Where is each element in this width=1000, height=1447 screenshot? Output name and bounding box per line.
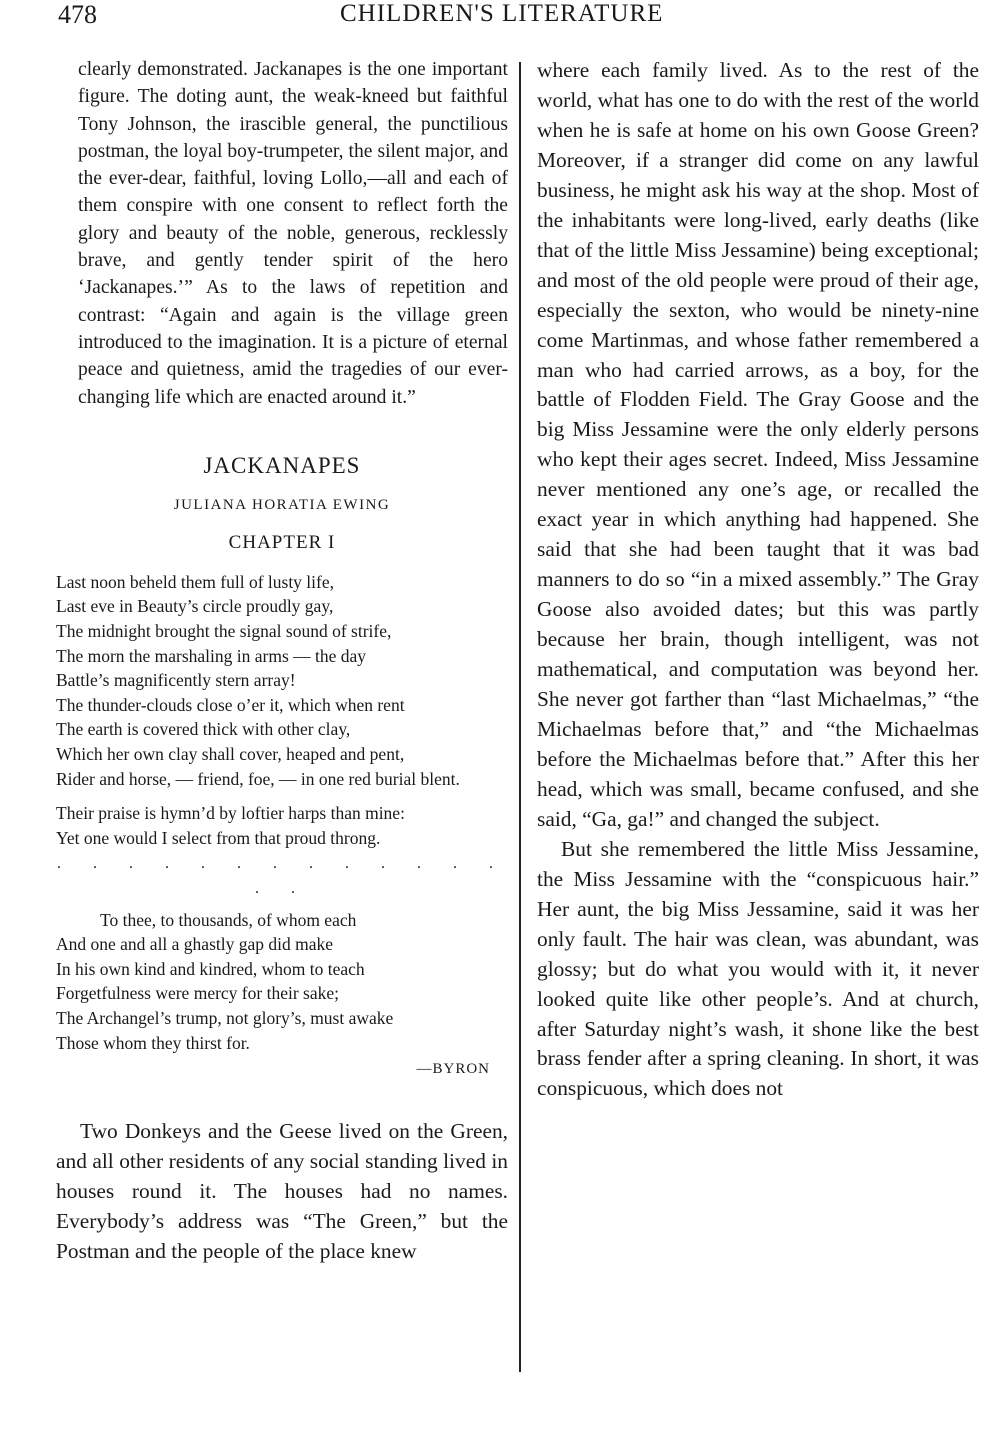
poem-line: And one and all a ghastly gap did make — [56, 934, 334, 955]
poem-line: The Archangel’s trump, not glory’s, must awake — [56, 1007, 394, 1028]
page-number: 478 — [58, 0, 97, 29]
poem-line: Their praise is hymn’d by loftier harps than mine: — [56, 803, 405, 824]
author-name: JULIANA HORATIA EWING — [173, 496, 391, 513]
poem-line: To thee, to thousands, of whom each — [100, 909, 357, 930]
poem-line: Forgetfulness were mercy for their sake; — [56, 983, 339, 1004]
poem-line: The earth is covered thick with other clay, — [56, 719, 351, 740]
poem-line: Last eve in Beauty’s circle proudly gay, — [56, 596, 334, 617]
section-title: JACKANAPES — [203, 452, 361, 478]
epigraph-poem — [56, 570, 508, 1082]
poem-line: The thunder-clouds close o’er it, which when rent — [56, 694, 405, 715]
body-paragraph: Two Donkeys and the Geese lived on the Green, and all other residents of any social standing lived in houses round it. The houses had no names. Everybody’s address was “The Green,” but the Postman and the people of the place knew — [56, 1118, 508, 1263]
right-column — [537, 56, 979, 1104]
body-paragraph: where each family lived. As to the rest of the world, what has one to do with the rest of the world when he is safe at home on his own Goose Green? Moreover, if a stranger did come on any lawful business, he might ask his way at the shop. Most of the inhabitants were long-lived, early deaths (like that of the little Miss Jessamine) being exceptional; and most of the old people were proud of their age, especially the sexton, who would be ninety-nine come Martinmas, and whose father remembered a man who had carried arrows, as a boy, for the battle of Flodden Field. The Gray Goose and the big Miss Jessamine were the only elderly persons who kept their ages secret. Indeed, Miss Jessamine never mentioned any one’s age, or recalled the exact year in which anything had happened. She said that she had been taught that it was bad manners to do so “in a mixed assembly.” The Gray Goose also avoided dates; but this was partly because her brain, though intelligent, was not mathematical, and computation was beyond her. She never got farther than “last Michaelmas,” “the Michaelmas before that,” and “the Michaelmas before the Michaelmas before that.” After this her head, which was small, became confused, and she said, “Ga, ga!” and changed the subject. — [537, 58, 979, 831]
ellipsis-divider: . . . . . . . . . . . . . . . — [57, 855, 507, 897]
chapter-heading: CHAPTER I — [228, 531, 336, 553]
poem-stanza-3 — [56, 908, 508, 1056]
poem-stanza-2 — [56, 801, 508, 850]
left-column — [56, 56, 508, 1266]
poem-line: The morn the marshaling in arms — the day — [56, 645, 367, 666]
column-divider — [519, 62, 521, 1372]
poem-line: In his own kind and kindred, whom to teach — [56, 958, 365, 979]
poem-attribution: —BYRON — [416, 1061, 490, 1078]
body-paragraph: But she remembered the little Miss Jessamine, the Miss Jessamine with the “conspicuous hair.” Her aunt, the big Miss Jessamine, said it was her only fault. The hair was clean, was abundant, was glossy; but do what you would with it, it never looked quite like other people’s. And at church, after Saturday night’s wash, it shone like the best brass fender after a spring cleaning. In short, it was conspicuous, which does not — [537, 836, 979, 1101]
running-title: CHILDREN'S LITERATURE — [340, 0, 664, 27]
poem-line: Those whom they thirst for. — [56, 1032, 250, 1053]
poem-stanza-1 — [56, 570, 508, 791]
page-header — [0, 0, 1000, 40]
poem-line: The midnight brought the signal sound of strife, — [56, 621, 392, 642]
poem-line: Which her own clay shall cover, heaped and pent, — [56, 744, 405, 765]
poem-line: Yet one would I select from that proud throng. — [56, 827, 381, 848]
critical-quote: clearly demonstrated. Jackanapes is the one important figure. The doting aunt, the weak-kneed but faithful Tony Johnson, the irascible general, the punctilious postman, the loyal boy-trumpeter, the silent major, and the ever-dear, faithful, loving Lollo,—all and each of them conspire with one consent to reflect forth the glory and beauty of the noble, generous, recklessly brave, and gently tender spirit of the hero ‘Jackanapes.’” As to the laws of repetition and contrast: “Again and again is the village green introduced to the imagination. It is a picture of eternal peace and quietness, amid the tragedies of our ever-changing life which are enacted around it.” — [78, 59, 508, 408]
poem-line: Battle’s magnificently stern array! — [56, 670, 296, 691]
poem-line: Rider and horse, — friend, foe, — in one red burial blent. — [56, 768, 460, 789]
poem-line: Last noon beheld them full of lusty life, — [56, 571, 335, 592]
